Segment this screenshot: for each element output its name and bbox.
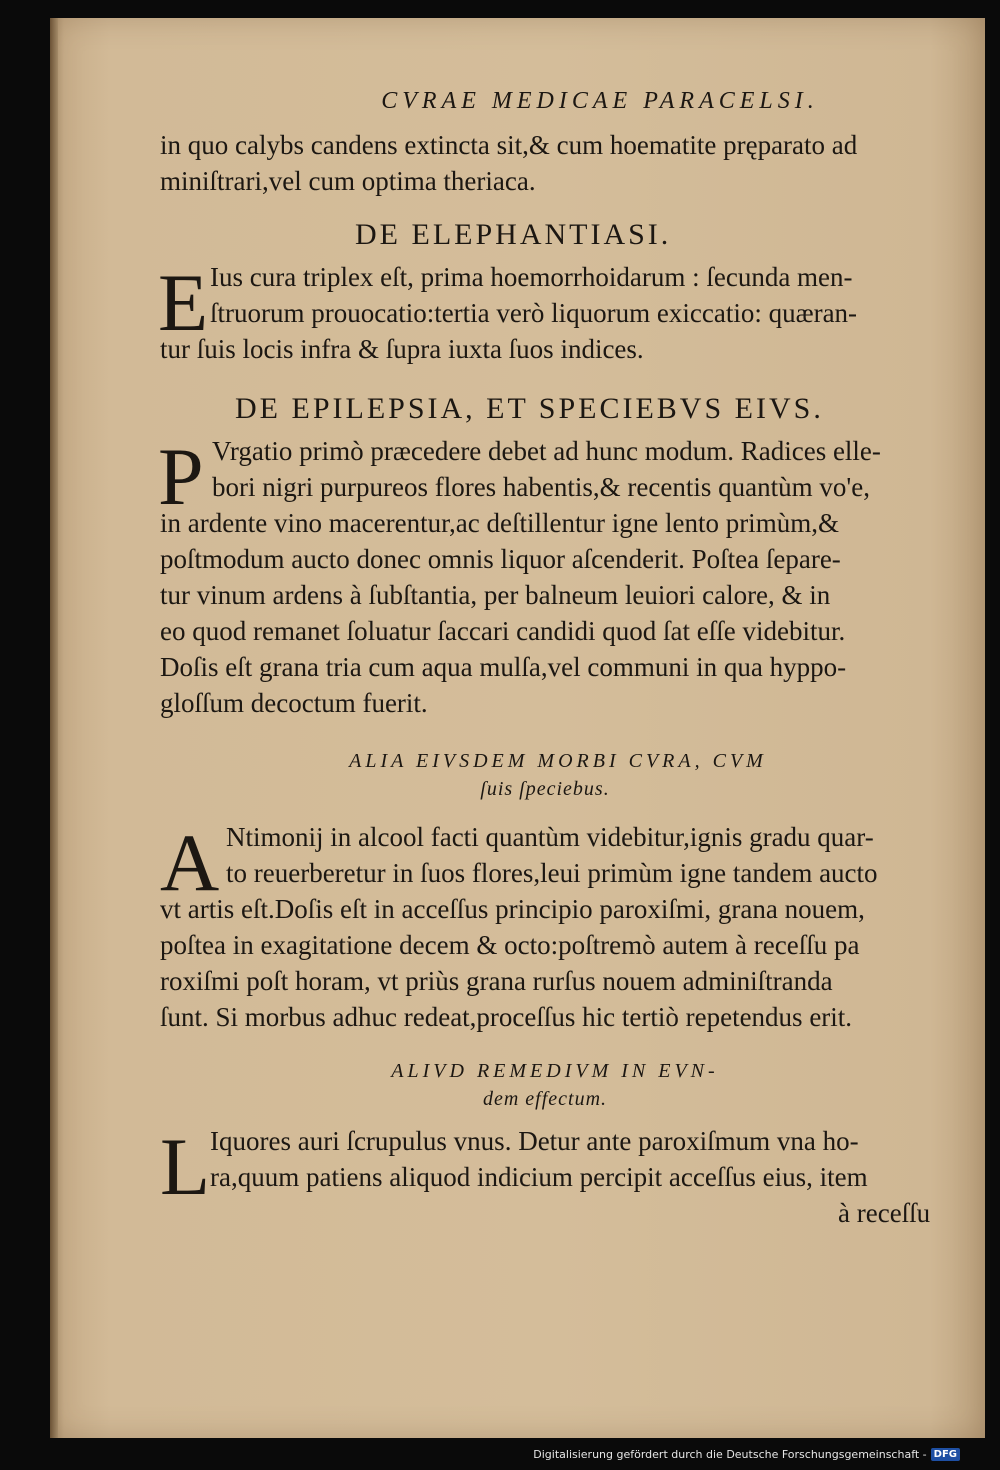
page-binding-edge xyxy=(50,18,58,1438)
section1-line-3: tur ſuis locis infra & ſupra iuxta ſuos indices. xyxy=(160,334,644,364)
catchword: à receſſu xyxy=(838,1198,931,1228)
running-head: CVRAE MEDICAE PARACELSI. xyxy=(381,88,819,114)
intro-line-2: miniſtrari,vel cum optima theriaca. xyxy=(160,166,536,196)
section-heading-elephantiasi: DE ELEPHANTIASI. xyxy=(355,218,672,251)
section-heading-epilepsia: DE EPILEPSIA, ET SPECIEBVS EIVS. xyxy=(235,392,824,425)
dropcap-a: A xyxy=(160,817,220,908)
subheading-alia-line1: ALIA EIVSDEM MORBI CVRA, CVM xyxy=(349,750,767,772)
section3-line-6: ſunt. Si morbus adhuc redeat,proceſſus hic tertiò repetendus erit. xyxy=(160,1002,853,1032)
section2-line-1: Vrgatio primò præcedere debet ad hunc modum. Radices elle- xyxy=(212,436,881,466)
intro-line-1: in quo calybs candens extincta sit,& cum hoematite pręparato ad xyxy=(160,130,858,160)
dropcap-l: L xyxy=(160,1121,211,1212)
section2-line-8: gloſſum decoctum fuerit. xyxy=(160,688,428,718)
section1-line-1: Ius cura triplex eſt, prima hoemorrhoidarum : ſecunda men- xyxy=(210,262,853,292)
section2-line-6: eo quod remanet ſoluatur ſaccari candidi quod ſat eſſe videbitur. xyxy=(160,616,846,646)
footer-text: Digitalisierung gefördert durch die Deutsche Forschungsgemeinschaft - xyxy=(533,1448,927,1461)
dropcap-e: E xyxy=(158,257,209,348)
section2-line-2: bori nigri purpureos flores habentis,& recentis quantùm vo'e, xyxy=(212,472,870,502)
dropcap-p: P xyxy=(158,431,204,522)
section3-line-3: vt artis eſt.Doſis eſt in acceſſus principio paroxiſmi, grana nouem, xyxy=(160,894,865,924)
section3-line-5: roxiſmi poſt horam, vt priùs grana rurſus nouem adminiſtranda xyxy=(160,966,833,996)
section4-line-1: Iquores auri ſcrupulus vnus. Detur ante paroxiſmum vna ho- xyxy=(210,1126,859,1156)
section3-line-2: to reuerberetur in ſuos flores,leui primùm igne tandem aucto xyxy=(226,858,878,888)
section3-line-4: poſtea in exagitatione decem & octo:poſtremò autem à receſſu pa xyxy=(160,930,860,960)
section2-line-4: poſtmodum aucto donec omnis liquor aſcenderit. Poſtea ſepare- xyxy=(160,544,841,574)
dfg-logo-icon: DFG xyxy=(931,1448,960,1461)
section2-line-7: Doſis eſt grana tria cum aqua mulſa,vel communi in qua hyppo- xyxy=(160,652,847,682)
digitization-footer xyxy=(533,1448,960,1461)
section2-line-3: in ardente vino macerentur,ac deſtillentur igne lento primùm,& xyxy=(160,508,839,538)
subheading-aliud-line1: ALIVD REMEDIVM IN EVN- xyxy=(391,1060,719,1082)
section1-line-2: ſtruorum prouocatio:tertia verò liquorum exiccatio: quæran- xyxy=(210,298,858,328)
subheading-aliud-line2: dem effectum. xyxy=(482,1088,608,1110)
subheading-alia-line2: ſuis ſpeciebus. xyxy=(480,778,610,800)
section2-line-5: tur vinum ardens à ſubſtantia, per balneum leuiori calore, & in xyxy=(160,580,831,610)
section3-line-1: Ntimonij in alcool facti quantùm videbitur,ignis gradu quar- xyxy=(226,822,874,852)
section4-line-2: ra,quum patiens aliquod indicium percipit acceſſus eius, item xyxy=(210,1162,868,1192)
